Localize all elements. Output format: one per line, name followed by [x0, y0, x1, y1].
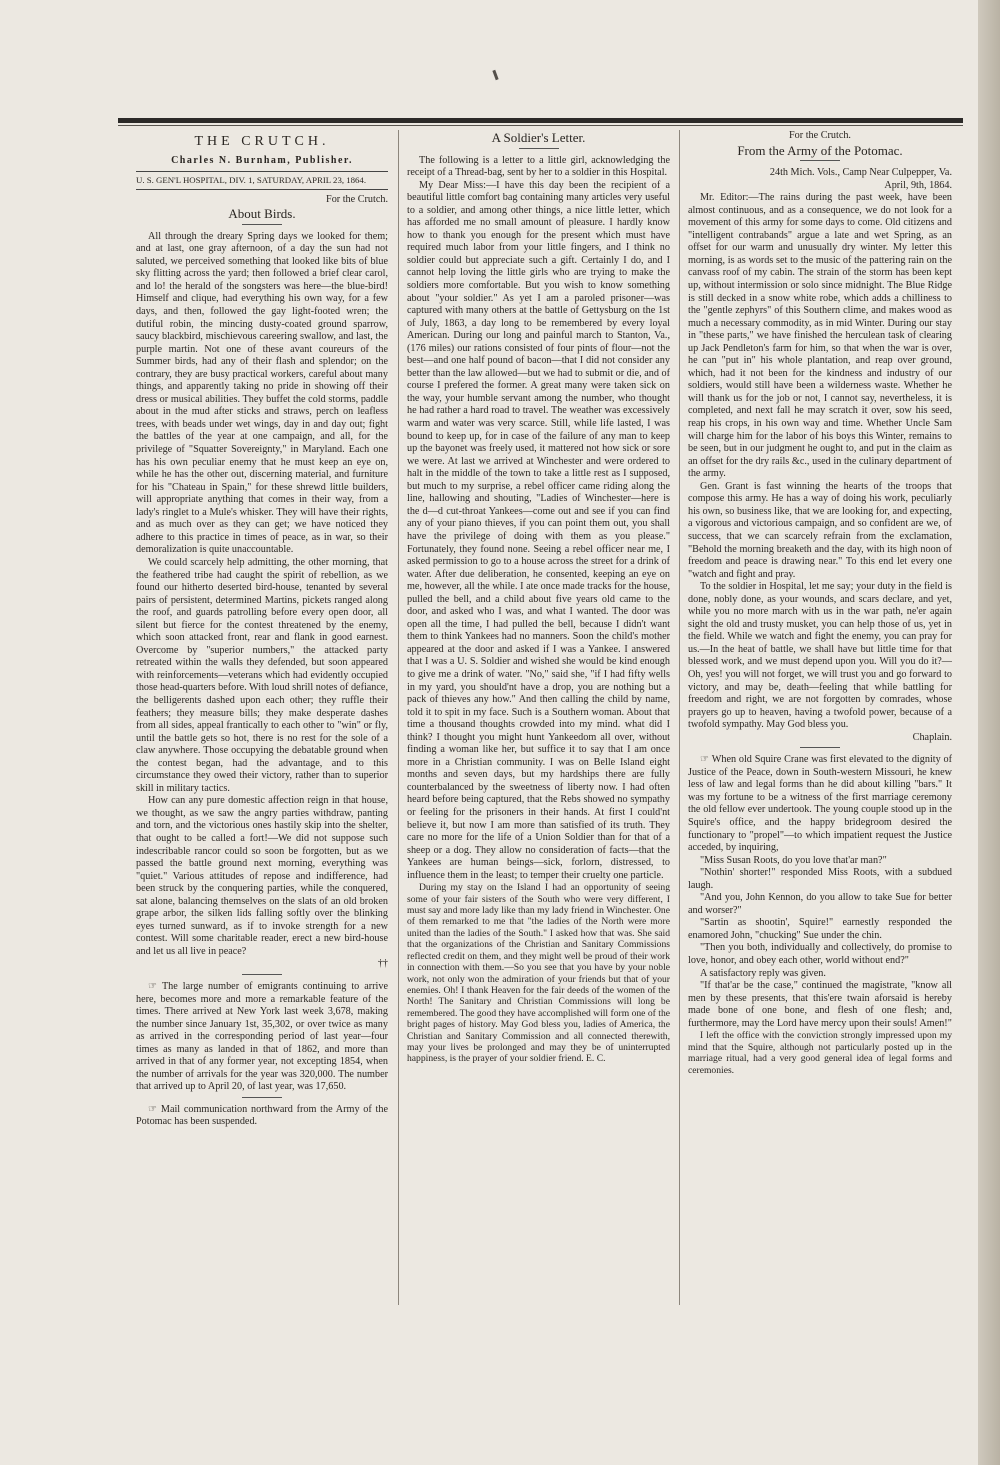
- paragraph: I left the office with the conviction strongly impressed upon my mind that the Squire, although not particularly posted up in the marriage ritual, had a very good general idea of legal forms and ceremonies.: [688, 1030, 952, 1076]
- column-divider-2: [679, 130, 680, 1305]
- paragraph: "Sartin as shootin', Squire!" earnestly responded the enamored John, "chucking" Sue under the chin.: [688, 917, 952, 941]
- page-edge: [978, 0, 1000, 1465]
- paragraph: How can any pure domestic affection reign in that house, we thought, as we saw the angry parties withdraw, panting and torn, and the victorious ones hastily skip into the shelter, that ought to be called a fort!—We did not suppose such indescribable rancor could so soon be forgotten, but as we passed the battle ground next morning, everything was "quiet." Various attitudes of repose and indifference, had been struck by the conquering parties, while the conquered, sat alone, balancing themselves on the slats of an old broken grape arbor, the silken lids falling softly over the blinking eyes turned sunward, as if to invoke strength for a new contest. Will some charitable reader, erect a new bird-house and let us all live in peace?: [136, 795, 388, 957]
- paragraph: To the soldier in Hospital, let me say; your duty in the field is done, nobly done, as your wounds, and scars declare, and yet, while you no more march with us in the war path, ne'er again sight the old and trusty musket, you can help those of us, yet in the field. While we watch and fight the enemy, you can pray for us.—In the heat of battle, we shall have but little time for that blessed work, and we must depend upon you. Will you do it?—Oh, yes! you will not forget, we will trust you and go forward to victory, and may be, death—feeling that while battling for freedom and right, we are not forgotten by comrades, whose prayers go up to heaven, having a twofold power, because of a twofold sympathy. May God bless you.: [688, 581, 952, 731]
- paragraph: Gen. Grant is fast winning the hearts of the troops that compose this army. He has a way of doing his work, peculiarly his own, so business like, that we are looking for, and expecting, a vigorous and victorious campaign, and so confident are we, of success, that we can scarcely refrain from the exclamation, "Behold the morning breaketh and the day, with its high noon of freedom and peace is drawing near." To this end let every one "watch and fight and pray.: [688, 480, 952, 580]
- heading-rule: [242, 224, 282, 225]
- paragraph: Mr. Editor:—The rains during the past week, have been almost continuous, and as a consequence, we do not look for a movement of this army for some days to come. Old citizens and "intelligent contrabands" argue a late and wet Spring, as an offset for our warm and unusually dry winter. My letter this morning, is as words set to the music of the pattering rain on the canvass roof of my cabin. The strain of the storm has been kept up, without intermission or solo since midnight. The Blue Ridge is still decked in a snow white robe, which adds a chilliness to the "gentle zephyrs" of this Southern clime, and makes wood as much a necessary commodity, as in mid Winter. During our stay in "these parts," we have finished the herculean task of clearing up Jack Pendleton's farm for him, so that when the war is over, he can "put in" his whole plantation, and reap over ground, which, had it not been for the kindness and industry of our soldiers, would still have been a wilderness waste. Whether he will thank us for the job or not, I cannot say, nevertheless, it is completed, and next fall he may scratch it over, sow his seed, reap his crops, in his own way and time. Whether Uncle Sam will charge him for the labor of his boys this Winter, remains to be seen, but in our judgment he ought to, and put in the claim as an offset for the dry rails &c., used in the culinary department of the army.: [688, 192, 952, 480]
- column-3: [688, 130, 952, 1310]
- heading-rule: [519, 148, 559, 149]
- paragraph: "Miss Susan Roots, do you love that'ar man?": [700, 854, 887, 866]
- publisher-line: Charles N. Burnham, Publisher.: [171, 154, 353, 166]
- paragraph: "If that'ar be the case," continued the magistrate, "know all men by these presents, that this'ere twain aforsaid is hereby made bone of one bone, and flesh of one flesh; and, furthermore, may the Lord have mercy upon their souls! Amen!": [688, 980, 952, 1029]
- note-emigrants: ☞ The large number of emigrants continuing to arrive here, becomes more and more a remarkable feature of the times. There arrived at New York last week 3,678, making the number since January 1st, 35,302, or over twice as many as arrived in the corresponding period of last year—four times as many as landed in that of 1862, and more than arrived in that of any former year, not excepting 1854, when the number of arrivals for the year was 320,000. The number that arrived up to April 20, of last year, was 17,650.: [136, 981, 388, 1093]
- paragraph: We could scarcely help admitting, the other morning, that the feathered tribe had caught the spirit of rebellion, as we found our hitherto deserted bird-house, tenanted by several pairs of persistent, determined Martins, pickets ranged along the roof, and guards patrolling before every open door, all silent but fierce for the contest threatened by the enemy, which soon attacked front, rear and flank in good earnest. Overcome by "superior numbers," the attacked party retreated within the walls they defended, but soon appeared with reinforcements—veterans which had evidently occupied those head-quarters before. With loud shrill notes of defiance, the belligerents dashed upon each other; they ruffle their feathers; they measure bills; they make desperate dashes from all sides, appeal frantically to each other to "win" or fly, until the battle gets so hot, there is no rest for the sole of a claw anywhere. Those occupying the debatable ground when the contest began, had the advantage, and to this circumstance they owed their victory, rather than to superior skill in military tactics.: [136, 556, 388, 794]
- masthead-title: THE CRUTCH.: [194, 134, 330, 149]
- section-rule: [242, 1097, 282, 1098]
- note-mail: ☞ Mail communication northward from the Army of the Potomac has been suspended.: [136, 1103, 388, 1128]
- dateline: U. S. GEN'L HOSPITAL, DIV. 1, SATURDAY, APRIL 23, 1864.: [136, 171, 388, 190]
- paragraph: A satisfactory reply was given.: [700, 967, 826, 979]
- paragraph: During my stay on the Island I had an opportunity of seeing some of your fair sisters of the South who were very different, I must say and more lady like than my lady friend in Winchester. One of them remarked to me that "the ladies of the North were more united than the ladies of the South." I asked how that was. She said that the organizations of the Christian and Sanitary Commissions reflected credit on them, and they might well be proud of their work in connection with them.—So you see that you have by your noble work, not only won the admiration of your friends but that of your enemies. Oh! I thank Heaven for the fair deeds of the women of the North! The Sanitary and Christian Commissions will long be remembered. The good they have accomplished will form one of the bright pages of history. May God bless you, ladies of America, the Christian and Sanitary Commission and all connected therewith, may your lives be prolonged and may they be of uninterrupted happiness, is the prayer of your soldier friend. E. C.: [407, 882, 670, 1065]
- paragraph: ☞ When old Squire Crane was first elevated to the dignity of Justice of the Peace, down in South-western Missouri, he knew less of law and legal forms than he did about killing "bars." It was my fortune to be a witness of the first marriage ceremony the old fellow ever undertook. The young couple stood up in the Squire's office, and the happy bridegroom desired the functionary to "propel"—to which impatient request the Justice acceded, by inquiring,: [688, 754, 952, 854]
- article-heading-birds: About Birds.: [228, 206, 296, 222]
- top-rule-thin: [118, 125, 963, 126]
- section-rule: [242, 974, 282, 975]
- column-1: [136, 130, 388, 1310]
- paragraph: "Nothin' shorter!" responded Miss Roots, with a subdued laugh.: [688, 867, 952, 891]
- column-2: [407, 130, 670, 1310]
- top-rule: [118, 118, 963, 123]
- heading-rule: [800, 160, 840, 161]
- paragraph: "And you, John Kennon, do you allow to take Sue for better and worser?": [688, 892, 952, 916]
- signature-birds: ††: [377, 958, 388, 970]
- paragraph: My Dear Miss:—I have this day been the recipient of a beautiful little comfort bag containing many articles very useful to a soldier, and among other things, a nice little letter, which has afforded me no small amount of pleasure. I hardly know how to thank you enough for the present which must have required much labor from your little fingers, and I think no soldier could but appreciate such a gift. Certainly I do, and I cannot help loving the little girls who are trying to make the soldiers more comfortable. But you wish to know something about "your soldier." As yet I am a paroled prisoner—was captured with many others at the battle of Gettysburg on the 1st of July, 1863, a day long to be remembered by every loyal American. During our long and painful march to Stanton, Va., (176 miles) our rations consisted of four pints of flour—not the best—and one half pound of bacon—that I did not consider any better than the law allowed—but we had to submit or die, and of course I prefered the former. A great many were taken sick on the way, your humble servant among the number, who thought he had rather a hard road to travel. The weather was excessively warm and water was very scarce. Still, while life lasted, I was bound to keep up, for in case of the failure of any man to keep up the bayonet was freely used, it mattered not how sick or sore we were. At last we arrived at Winchester and were ordered to halt in the middle of the town to take a little rest as I supposed, but much to my surprise, a rebel officer came riding along the line, hallowing and shouting, "Ladies of Winchester—here is the d—d cut-throat Yankees—come out and see if you can find any of your piano thieves, if you can point them out, you shall have the privilege of doing with them as you please." Fortunately, they found none. Seeing a rebel officer near me, I asked permission to go to a house across the street for a drink of water. After due deliberation, he consented, keeping an eye on me, however, all the while. I ate once made tracks for the house, pulled the bell, and a child about five years old came to the door, and asked who I was, and what I wanted. The door was open all the time, I had pulled the bell, because I didn't want them to think Yankees had no manners. Soon the child's mother appeared at the door and asked if I was a Yankee. I answered that I was a U. S. Soldier and wished she would be kind enough to give me a drink of water. "No," said she, "if I had fifty wells in my yard, you should'nt have a drop, you are nothing but a pack of thieves any how." And then calling the child by name, told it to spit in my face. Such is a Southern woman. About that time a thousand thoughts crowded into my mind. what did I think? I thought you might hunt Yankeedom all over, without finding a woman like her, but suffice it to say that I am once more in a Christian community. I was on Belle Island eight months and seven days, but my hardships there are fully counterbalanced by the sweetness of liberty now. I had often heard before being captured, that the Rebs showed no sympathy or feeling for the prisoners in their hands. At first I could'nt believe it, but now I am more than satisfied of its truth. They care no more for the life of a Union Soldier than for that of a sheep or a dog. They allow no consideration of facts—that the Yankees are human beings—sick, forlorn, distressed, to influence them in the least; to temper their cruelty one particle.: [407, 179, 670, 881]
- for-the-crutch-1: For the Crutch.: [326, 193, 388, 205]
- paragraph: "Then you both, individually and collectively, do promise to love, honor, and obey each other, world without end?": [688, 942, 952, 966]
- letter-date: April, 9th, 1864.: [884, 179, 952, 191]
- signature-chaplain: Chaplain.: [912, 731, 952, 743]
- for-the-crutch-3: For the Crutch.: [789, 130, 851, 141]
- letter-intro: The following is a letter to a little girl, acknowledging the receipt of a Thread-bag, sent by her to a soldier in this Hospital.: [407, 154, 670, 179]
- ink-speck: [492, 70, 498, 80]
- paragraph: All through the dreary Spring days we looked for them; and at last, one gray afternoon, of a day the sun had not saluted, we perceived something that looked like bits of blue sky flitting across the yard; then followed a brief clear carol, and lo! the herald of the songsters was here—the blue-bird! Himself and clique, had everything his own way, for a few days, and then, followed the gay light-footed wren; the dutiful robin, the mincing dusty-coated ground sparrow, saucy blackbird, mischievous careering swallow, and last, the purple martin. Not one of these avant coureurs of the Summer birds, had any of their flash and splendor; on the contrary, they are busy practical workers, careful about many things, and apparently taking no pride in showing off their dress or musical abilities. They buffet the cold storms, paddle about in the mud after sticks and straws, perch on leafless trees, with beads under wet wings, day in and day out; fight the battles of the year at one campaign, and all, for the privilege of "Squatter Sovereignty," in Maryland. Each one has his own peculiar enemy that he must keep an eye on, while he has the other out, discerning material, and furniture for his "Chateau in Spain," for these shrewd little builders, will appropriate anything that comes in their way, from a lady's ringlet to a Mule's whisker. They will have their rights, and as much over as they can get; we have noticed they adhere to this practice in times of peace, as in war, so their demoralization is quite unaccountable.: [136, 230, 388, 556]
- section-rule: [800, 747, 840, 748]
- column-divider-1: [398, 130, 399, 1305]
- article-heading-potomac: From the Army of the Potomac.: [737, 142, 903, 158]
- article-heading-letter: A Soldier's Letter.: [491, 130, 586, 145]
- letter-place: 24th Mich. Vols., Camp Near Culpepper, Va.: [769, 167, 952, 179]
